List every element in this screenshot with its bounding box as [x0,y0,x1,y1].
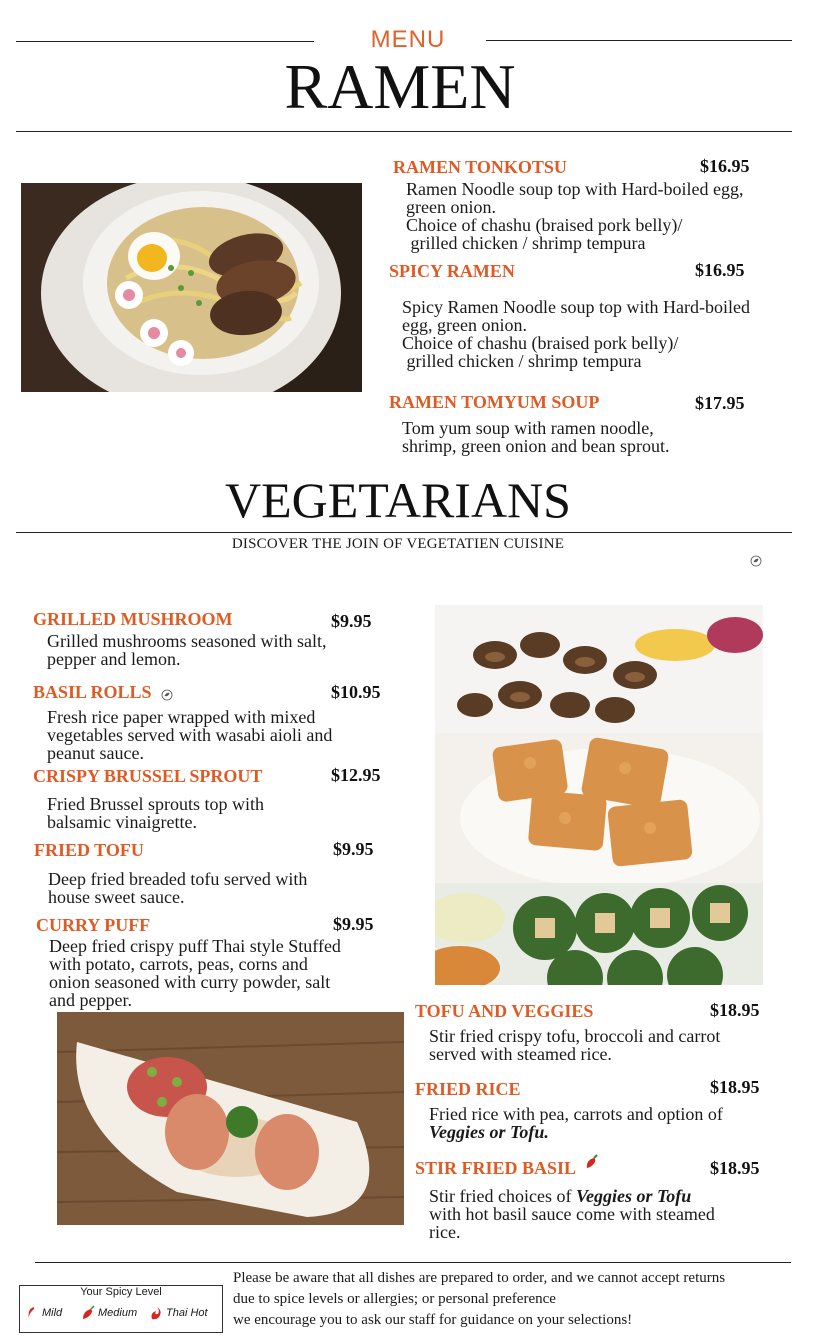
price-basil-rolls: $10.95 [331,682,381,702]
vegetarians-title: VEGETARIANS [225,472,571,528]
price-fried-rice: $18.95 [710,1077,760,1097]
dish-name-curry-puff: CURRY PUFF [36,915,151,935]
spicy-level-legend [19,1285,223,1333]
spicy-level-mild: Mild [24,1305,40,1324]
dish-name-spicy-ramen: SPICY RAMEN [389,261,515,281]
dish-name-basil-rolls: BASIL ROLLS [33,682,152,702]
desc-tofu-and-veggies: Stir fried crispy tofu, broccoli and carrot served with steamed rice. [429,1026,721,1064]
desc-stir-fried-basil: Stir fried choices of Veggies or Tofu with hot basil sauce come with steamed rice. [429,1186,715,1242]
vegetarians-title-rule [16,532,792,533]
dish-name-fried-tofu: FRIED TOFU [34,840,144,860]
desc-ramen-tomyum: Tom yum soup with ramen noodle, shrimp, green onion and bean sprout. [402,418,670,456]
price-fried-tofu: $9.95 [333,839,374,859]
ramen-photo [21,183,362,392]
price-crispy-brussel-sprout: $12.95 [331,765,381,785]
price-stir-fried-basil: $18.95 [710,1158,760,1178]
desc-crispy-brussel-sprout: Fried Brussel sprouts top with balsamic vinaigrette. [47,794,265,832]
vegetarians-subtitle: DISCOVER THE JOIN OF VEGETATIEN CUISINE [231,536,565,552]
desc-basil-rolls: Fresh rice paper wrapped with mixed vegetables served with wasabi aioli and peanut sauce. [47,707,333,763]
ramen-title-rule [16,131,792,132]
desc-fried-tofu: Deep fried breaded tofu served with house sweet sauce. [48,869,308,907]
dish-name-fried-rice: FRIED RICE [415,1079,521,1099]
chili-pepper-icon [583,1153,601,1171]
header-rule-left [16,41,314,42]
footer-rule [35,1262,791,1263]
price-tofu-and-veggies: $18.95 [710,1000,760,1020]
price-ramen-tonkotsu: $16.95 [700,156,750,176]
dish-name-grilled-mushroom: GRILLED MUSHROOM [33,609,233,629]
price-curry-puff: $9.95 [333,914,374,934]
curry-puff-photo [57,1012,404,1225]
page-title: RAMEN [284,51,516,122]
dish-name-tofu-and-veggies: TOFU AND VEGGIES [415,1001,594,1021]
price-spicy-ramen: $16.95 [695,260,745,280]
chili-medium-icon [80,1305,96,1321]
chili-mild-icon [24,1305,40,1321]
dish-name-stir-fried-basil: STIR FRIED BASIL [415,1158,577,1178]
desc-fried-rice: Fried rice with pea, carrots and option of Veggies or Tofu. [429,1104,723,1142]
fried-tofu-photo [435,733,763,883]
header-rule-right [486,40,792,41]
price-ramen-tomyum: $17.95 [695,393,745,413]
vegan-leaf-icon [750,552,762,564]
basil-rolls-photo [435,883,763,985]
vegan-leaf-icon [161,686,173,698]
footer-notice: Please be aware that all dishes are prepared to order, and we cannot accept returns due to spice levels or allergies; or personal preference we encourage you to ask our staff for guidance on your selections! [233,1270,726,1328]
spicy-level-medium: Medium [80,1305,96,1324]
desc-ramen-tonkotsu: Ramen Noodle soup top with Hard-boiled egg, green onion. Choice of chashu (braised pork belly)/ grilled chicken / shrimp tempura [406,179,744,253]
dish-name-ramen-tonkotsu: RAMEN TONKOTSU [393,157,567,177]
price-grilled-mushroom: $9.95 [331,611,372,631]
grilled-mushroom-photo [435,605,763,733]
spicy-level-thai-hot: Thai Hot [148,1305,164,1324]
desc-curry-puff: Deep fried crispy puff Thai style Stuffed with potato, carrots, peas, corns and onion seasoned with curry powder, salt and pepper. [49,936,341,1010]
desc-spicy-ramen: Spicy Ramen Noodle soup top with Hard-boiled egg, green onion. Choice of chashu (braised pork belly)/ grilled chicken / shrimp tempura [402,297,750,371]
desc-grilled-mushroom: Grilled mushrooms seasoned with salt, pepper and lemon. [47,631,327,669]
menu-label: MENU [370,26,446,53]
dish-name-ramen-tomyum: RAMEN TOMYUM SOUP [389,392,600,412]
chili-thai-hot-icon [148,1305,164,1321]
dish-name-crispy-brussel-sprout: CRISPY BRUSSEL SPROUT [33,766,263,786]
spicy-legend-title: Your Spicy Level [80,1286,162,1298]
